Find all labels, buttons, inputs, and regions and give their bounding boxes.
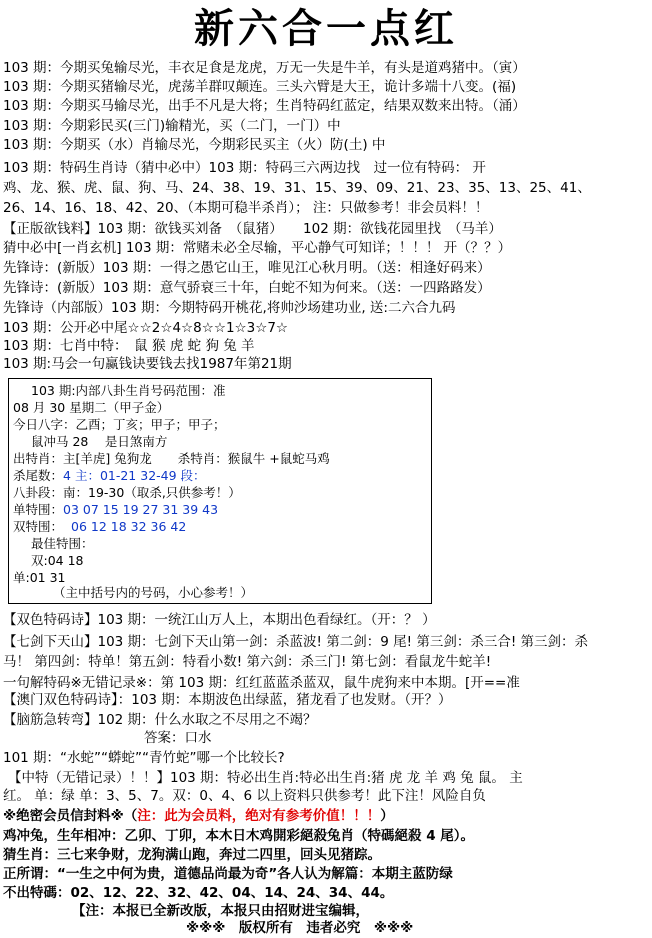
box-header: 103 期:内部八卦生肖号码范围：准 xyxy=(31,383,226,398)
text-line: 【澳门双色特码诗】：103 期：本期波色出绿蓝，猪龙看了也发财。（开？） xyxy=(3,692,452,708)
box-note: （主中括号内的号码，小心参考！） xyxy=(53,585,254,600)
bold-line: 鸡冲兔，生年相冲：乙卯、丁卯，本木日木鸡開彩絕殺兔肖（特碼絕殺 4 尾）。 xyxy=(3,828,475,844)
text-line: 103 期：今期买（水）肖输尽光，今期彩民买主（火）防(土) 中 xyxy=(3,137,386,153)
text-line: 【双色特码诗】103 期：一统江山万人上，本期出色看绿红。（开：？ ） xyxy=(3,612,436,628)
box-dan: 单:01 31 xyxy=(13,570,66,585)
vip-text: 注：此为会员料，绝对有参考价值！！！ xyxy=(137,808,381,824)
tail-label: 杀尾数： xyxy=(13,468,64,483)
box-double-row xyxy=(13,519,186,535)
single-value: 03 07 15 19 27 31 39 43 xyxy=(63,502,219,517)
page-title: 新六合一点红 xyxy=(194,5,458,52)
text-line: 先锋诗（内部版）103 期：今期特码开桃花,将帅沙场建功业, 送:二六合九码 xyxy=(3,300,456,316)
box-shuang: 双:04 18 xyxy=(31,553,84,568)
text-line: 猜中必中[一肖玄机] 103 期：常赌未必全尽输，平心静气可知详；！！！ 开（？？） xyxy=(3,240,512,256)
kill-value: 猴鼠牛 +鼠蛇马鸡 xyxy=(227,451,330,466)
box-date: 08 月 30 星期二（甲子金） xyxy=(13,400,170,415)
text-line: 103 期:马会一句赢钱诀要钱去找1987年第21期 xyxy=(3,356,292,372)
text-line: 26、14、16、18、42、20、（本期可稳半杀肖）； 注：只做参考！非会员料！！ xyxy=(3,200,489,216)
special-value: 主[羊虎] 兔狗龙 xyxy=(63,451,152,466)
box-bagua-row xyxy=(13,485,241,501)
text-line: 马！ 第四剑：特单！第五剑：特看小数! 第六剑：杀三门! 第七剑：看鼠龙牛蛇羊! xyxy=(3,654,492,670)
kill-label: 杀特肖： xyxy=(177,451,228,466)
box-tail-row xyxy=(13,468,206,484)
text-line: 103 期：公开必中尾☆☆2☆4☆8☆☆1☆3☆7☆ xyxy=(3,320,289,336)
copyright-line: ※※※ 版权所有 违者必究 ※※※ xyxy=(186,920,414,936)
text-line: 先锋诗：(新版）103 期：一得之愚它山王，唯见江心秋月明。（送：相逢好码来） xyxy=(3,260,491,276)
bold-line: 【注：本报已全新改版，本报只由招财进宝编辑， xyxy=(72,903,369,919)
box-clash: 鼠冲马 28 是日煞南方 xyxy=(31,434,168,449)
single-label: 单特围： xyxy=(13,502,64,517)
bold-line: 猜生肖：三七来争财，龙狗满山跑，奔过二四里，回头见猪踪。 xyxy=(3,847,381,863)
bagua-box xyxy=(8,378,432,604)
text-line: 103 期：今期彩民买(三门)输精光，买（二门，一门）中 xyxy=(3,118,341,134)
text-line: 103 期：今期买马输尽光，出手不凡是大将；生肖特码红蓝定，结果双数来出特。（涌） xyxy=(3,98,526,114)
text-line: 103 期：特码生肖诗（猜中必中）103 期：特码三六两边找 过一位有特码： 开 xyxy=(3,160,486,176)
text-line: 101 期：“水蛇”“蟒蛇”“青竹蛇”哪一个比较长? xyxy=(3,750,285,766)
bagua-value: 南：19-30（取杀,只供参考！） xyxy=(63,485,241,500)
text-line: 先锋诗：(新版）103 期：意气骄衰三十年，白蛇不知为何来。（送：一四路路发） xyxy=(3,280,491,296)
bagua-label: 八卦段： xyxy=(13,485,64,500)
vip-prefix: ※绝密会员信封料※（ xyxy=(3,808,138,824)
text-line: 【正版欲钱料】103 期：欲钱买刘备 （鼠猪） 102 期：欲钱花园里找 （马羊） xyxy=(3,221,502,237)
vip-line xyxy=(3,808,394,825)
special-label: 出特肖： xyxy=(13,451,64,466)
text-line: 红。 单：绿 单：3、5、7。双：0、4、6 以上资料只供参考！此下注！风险自负 xyxy=(3,788,486,804)
text-line: 103 期：今期买兔输尽光，丰衣足食是龙虎，万无一失是牛羊，有头是道鸡猪中。（寅） xyxy=(3,60,526,76)
box-special-row xyxy=(13,451,330,467)
text-line: 答案：口水 xyxy=(144,730,212,746)
vip-suffix: ） xyxy=(380,808,394,824)
text-line: 【脑筋急转弯】102 期：什么水取之不尽用之不竭？ xyxy=(3,712,317,728)
box-bazi: 今日八字：乙酉；丁亥；甲子；甲子； xyxy=(13,417,226,432)
bold-line: 不出特碼：02、12、22、32、42、04、14、24、34、44。 xyxy=(3,885,394,901)
box-best-label: 最佳特围： xyxy=(31,536,94,551)
double-value: 06 12 18 32 36 42 xyxy=(71,519,187,534)
tail-value: 4 主：01-21 32-49 段： xyxy=(63,468,206,483)
text-line: 103 期：七肖中特： 鼠 猴 虎 蛇 狗 兔 羊 xyxy=(3,338,255,354)
box-single-row xyxy=(13,502,218,518)
text-line: 【中特（无错记录）！！】103 期：特必出生肖:特必出生肖:猪 虎 龙 羊 鸡 兔 鼠。 主 xyxy=(8,770,523,786)
text-line: 鸡、龙、猴、虎、鼠、狗、马、24、38、19、31、15、39、09、21、23、35、13、25、41、 xyxy=(3,180,591,196)
bold-line: 正所谓：“一生之中何为贵，道德品尚最为奇”各人认为解篇：本期主蓝防绿 xyxy=(3,866,453,882)
double-label: 双特围： xyxy=(13,519,64,534)
text-line: 103 期：今期买猪输尽光，虎荡羊群叹颠连。三头六臂是大王，诡计多端十八变。(福) xyxy=(3,79,517,95)
text-line: 【七剑下天山】103 期：七剑下天山第一剑：杀蓝波! 第二剑：9 尾! 第三剑：杀三合! 第三剑：杀 xyxy=(3,634,589,650)
text-line: 一句解特码※无错记录※：第 103 期：红红蓝蓝杀蓝双，鼠牛虎狗来中本期。[开==准 xyxy=(3,675,520,691)
